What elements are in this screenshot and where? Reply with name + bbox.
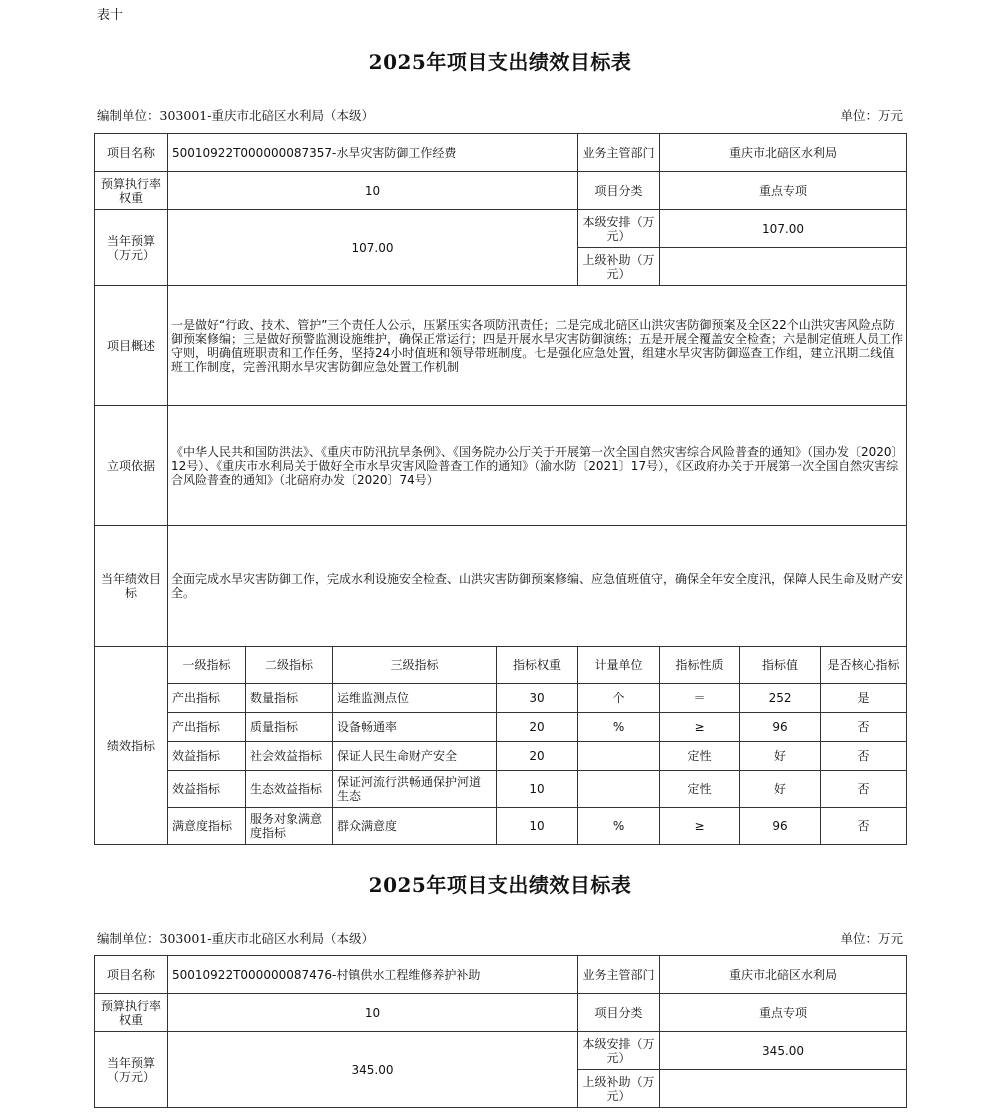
header-weight: 指标权重 <box>497 647 578 684</box>
cell-core: 否 <box>821 742 907 771</box>
header-value: 指标值 <box>740 647 821 684</box>
dept-value: 重庆市北碚区水利局 <box>660 956 907 994</box>
form2-currency-note: 单位：万元 <box>840 931 903 946</box>
budget-label: 当年预算（万元） <box>95 210 168 286</box>
cell-value: 96 <box>740 808 821 845</box>
superior-subsidy-label: 上级补助（万元） <box>578 1070 660 1108</box>
cell-level3: 保证河流行洪畅通保护河道生态 <box>333 771 497 808</box>
form2-title: 2025年项目支出绩效目标表 <box>368 873 632 897</box>
form1-unit-value: 303001-重庆市北碚区水利局（本级） <box>159 108 374 123</box>
form1-currency-note: 单位：万元 <box>840 108 903 123</box>
cell-value: 好 <box>740 771 821 808</box>
weight-label: 预算执行率权重 <box>95 994 168 1032</box>
table-row <box>95 808 907 845</box>
table-row <box>95 713 907 742</box>
form2-unit-value: 303001-重庆市北碚区水利局（本级） <box>159 931 374 946</box>
cell-nature: 定性 <box>660 771 740 808</box>
cell-nature: 定性 <box>660 742 740 771</box>
cell-level1: 产出指标 <box>168 684 246 713</box>
cell-weight: 30 <box>497 684 578 713</box>
cell-level1: 满意度指标 <box>168 808 246 845</box>
local-budget-value: 107.00 <box>660 210 907 248</box>
form2-unit-label: 编制单位： <box>97 931 160 946</box>
category-label: 项目分类 <box>578 172 660 210</box>
header-level3: 三级指标 <box>333 647 497 684</box>
local-budget-label: 本级安排（万元） <box>578 1032 660 1070</box>
category-value: 重点专项 <box>660 994 907 1032</box>
cell-level3: 运维监测点位 <box>333 684 497 713</box>
cell-nature: ≥ <box>660 713 740 742</box>
cell-nature: ≥ <box>660 808 740 845</box>
header-level2: 二级指标 <box>246 647 333 684</box>
dept-label: 业务主管部门 <box>578 134 660 172</box>
cell-core: 否 <box>821 808 907 845</box>
cell-unit: 个 <box>578 684 660 713</box>
budget-value: 107.00 <box>168 210 578 286</box>
cell-nature: ＝ <box>660 684 740 713</box>
table-row <box>95 742 907 771</box>
table-row <box>95 771 907 808</box>
cell-unit <box>578 742 660 771</box>
cell-value: 252 <box>740 684 821 713</box>
cell-core: 否 <box>821 713 907 742</box>
header-nature: 指标性质 <box>660 647 740 684</box>
dept-label: 业务主管部门 <box>578 956 660 994</box>
weight-value: 10 <box>168 172 578 210</box>
form1-meta-row <box>97 106 903 124</box>
header-unit: 计量单位 <box>578 647 660 684</box>
cell-level2: 生态效益指标 <box>246 771 333 808</box>
local-budget-label: 本级安排（万元） <box>578 210 660 248</box>
table-number-tag: 表十 <box>97 8 124 23</box>
project-name-value: 50010922T000000087357-水旱灾害防御工作经费 <box>168 134 578 172</box>
basis-text: 《中华人民共和国防洪法》、《重庆市防汛抗旱条例》、《国务院办公厅关于开展第一次全国自然灾害综合风险普查的通知》（国办发〔2020〕12号）、《重庆市水利局关于做好全市水旱灾害风险普查工作的通知》（渝水防〔2021〕17号），《区政府办关于开展第一次全国自然灾害综合风险普查的通知》（北碚府办发〔2020〕74号） <box>168 406 907 526</box>
local-budget-value: 345.00 <box>660 1032 907 1070</box>
overview-label: 项目概述 <box>95 286 168 406</box>
cell-level1: 产出指标 <box>168 713 246 742</box>
dept-value: 重庆市北碚区水利局 <box>660 134 907 172</box>
category-label: 项目分类 <box>578 994 660 1032</box>
form1-table <box>94 133 907 845</box>
cell-level3: 设备畅通率 <box>333 713 497 742</box>
weight-value: 10 <box>168 994 578 1032</box>
cell-weight: 10 <box>497 771 578 808</box>
cell-weight: 10 <box>497 808 578 845</box>
superior-subsidy-value <box>660 248 907 286</box>
goal-text: 全面完成水旱灾害防御工作，完成水利设施安全检查、山洪灾害防御预案修编、应急值班值守，确保全年安全度汛，保障人民生命及财产安全。 <box>168 526 907 647</box>
superior-subsidy-value <box>660 1070 907 1108</box>
cell-value: 好 <box>740 742 821 771</box>
cell-level1: 效益指标 <box>168 742 246 771</box>
cell-level2: 服务对象满意度指标 <box>246 808 333 845</box>
overview-text: 一是做好“行政、技术、管护”三个责任人公示，压紧压实各项防汛责任；二是完成北碚区山洪灾害防御预案及全区22个山洪灾害风险点防御预案修编；三是做好预警监测设施维护，确保正常运行；四是开展水旱灾害防御演练；五是开展全覆盖安全检查；六是制定值班人员工作守则，明确值班职责和工作任务，坚持24小时值班和领导带班制度。七是强化应急处置，组建水旱灾害防御巡查工作组，建立汛期二线值班工作制度，完善汛期水旱灾害防御应急处置工作机制 <box>168 286 907 406</box>
cell-unit: % <box>578 713 660 742</box>
header-level1: 一级指标 <box>168 647 246 684</box>
budget-value: 345.00 <box>168 1032 578 1108</box>
basis-label: 立项依据 <box>95 406 168 526</box>
cell-weight: 20 <box>497 742 578 771</box>
table-row <box>95 684 907 713</box>
header-core: 是否核心指标 <box>821 647 907 684</box>
superior-subsidy-label: 上级补助（万元） <box>578 248 660 286</box>
form2-table <box>94 955 907 1108</box>
cell-level3: 群众满意度 <box>333 808 497 845</box>
budget-label: 当年预算（万元） <box>95 1032 168 1108</box>
form1-title: 2025年项目支出绩效目标表 <box>368 50 632 74</box>
project-name-value: 50010922T000000087476-村镇供水工程维修养护补助 <box>168 956 578 994</box>
category-value: 重点专项 <box>660 172 907 210</box>
cell-level2: 质量指标 <box>246 713 333 742</box>
cell-weight: 20 <box>497 713 578 742</box>
weight-label: 预算执行率权重 <box>95 172 168 210</box>
project-name-label: 项目名称 <box>95 134 168 172</box>
cell-value: 96 <box>740 713 821 742</box>
cell-core: 是 <box>821 684 907 713</box>
goal-label: 当年绩效目标 <box>95 526 168 647</box>
cell-level3: 保证人民生命财产安全 <box>333 742 497 771</box>
indicators-label: 绩效指标 <box>95 647 168 845</box>
cell-unit <box>578 771 660 808</box>
project-name-label: 项目名称 <box>95 956 168 994</box>
cell-level2: 社会效益指标 <box>246 742 333 771</box>
form1-unit-label: 编制单位： <box>97 108 160 123</box>
cell-unit: % <box>578 808 660 845</box>
cell-core: 否 <box>821 771 907 808</box>
cell-level1: 效益指标 <box>168 771 246 808</box>
form2-meta-row <box>97 929 903 947</box>
cell-level2: 数量指标 <box>246 684 333 713</box>
